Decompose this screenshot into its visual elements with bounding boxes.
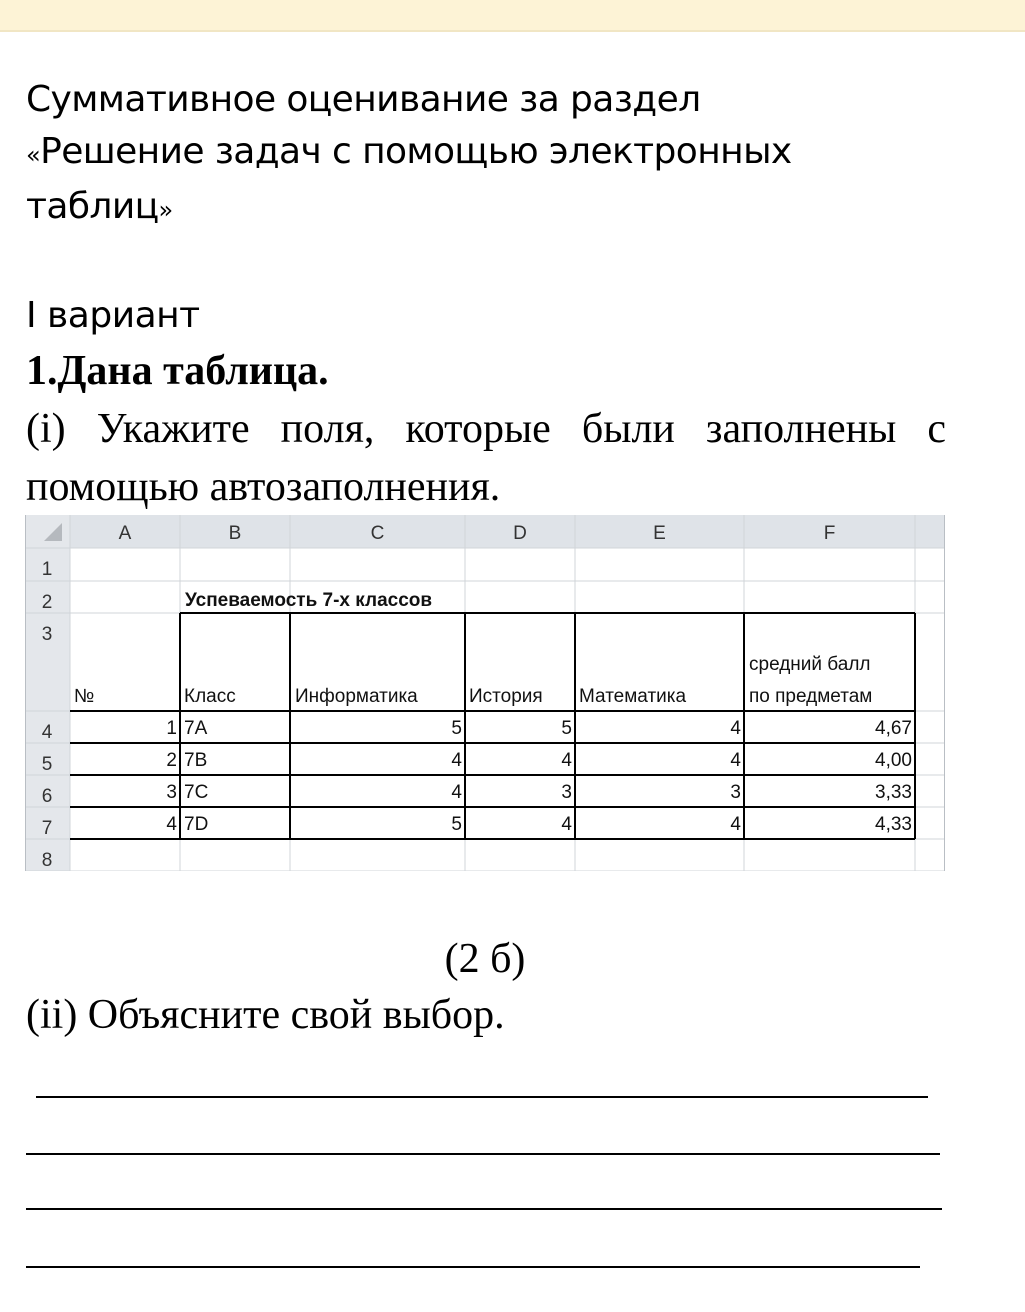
table-title: Успеваемость 7-х классов — [185, 590, 433, 611]
table-header: Информатика — [295, 686, 418, 707]
table-cell: 7C — [184, 782, 209, 803]
table-cell: 1 — [166, 718, 177, 739]
table-cell: 3 — [561, 782, 572, 803]
column-header: F — [823, 523, 836, 544]
column-header: C — [370, 523, 385, 544]
table-header: средний балл — [749, 654, 871, 675]
column-header: A — [118, 523, 132, 544]
table-cell: 5 — [451, 814, 462, 835]
table-cell: 2 — [166, 750, 177, 771]
close-quote: » — [158, 196, 173, 224]
column-header: E — [653, 523, 666, 544]
title-line-1: Суммативное оценивание за раздел — [26, 79, 701, 120]
table-cell: 7D — [184, 814, 209, 835]
table-cell: 4 — [451, 750, 462, 771]
column-header-bar — [25, 515, 945, 548]
table-header: История — [469, 686, 543, 707]
answer-line[interactable] — [26, 1266, 920, 1268]
table-cell: 4 — [730, 750, 741, 771]
title-line-2: Решение задач с помощью электронных — [40, 131, 792, 172]
points-label: (2 б) — [444, 936, 526, 982]
table-cell: 7B — [184, 750, 208, 771]
table-header: Математика — [579, 686, 687, 707]
table-cell: 4,67 — [875, 718, 912, 739]
table-cell: 4 — [730, 814, 741, 835]
row-header: 2 — [41, 592, 53, 613]
column-header: D — [513, 523, 527, 544]
row-header: 1 — [41, 559, 53, 580]
row-header: 8 — [41, 850, 53, 871]
top-banner — [0, 0, 1025, 32]
table-cell: 3 — [730, 782, 741, 803]
variant-label: I вариант — [26, 295, 200, 336]
table-header: Класс — [184, 686, 236, 707]
table-cell: 4 — [730, 718, 741, 739]
table-cell: 4,33 — [875, 814, 912, 835]
row-header: 5 — [41, 754, 53, 775]
answer-line[interactable] — [26, 1208, 942, 1210]
table-cell: 4 — [561, 814, 572, 835]
row-header: 4 — [41, 722, 53, 743]
spreadsheet-grid — [25, 515, 945, 871]
table-cell: 4,00 — [875, 750, 912, 771]
table-cell: 4 — [451, 782, 462, 803]
table-cell: 5 — [561, 718, 572, 739]
table-cell: 3 — [166, 782, 177, 803]
row-header: 6 — [41, 786, 53, 807]
table-header: № — [74, 686, 95, 707]
title-line-3: таблиц — [26, 186, 159, 227]
task-question: (i) Укажите поля, которые были заполнены с помощью автозаполнения. — [26, 406, 946, 510]
table-cell: 7A — [184, 718, 208, 739]
answer-line[interactable] — [26, 1153, 940, 1155]
table-cell: 4 — [166, 814, 177, 835]
spreadsheet-image — [25, 515, 945, 871]
open-quote: « — [26, 141, 41, 169]
table-header: по предметам — [749, 686, 873, 707]
table-cell: 3,33 — [875, 782, 912, 803]
answer-line[interactable] — [36, 1096, 928, 1098]
task-title: 1.Дана таблица. — [26, 348, 329, 394]
column-header: B — [228, 523, 242, 544]
row-header: 7 — [41, 818, 53, 839]
row-header: 3 — [41, 624, 53, 645]
page-title — [26, 74, 986, 236]
table-cell: 5 — [451, 718, 462, 739]
table-cell: 4 — [561, 750, 572, 771]
subquestion: (ii) Объясните свой выбор. — [26, 992, 505, 1038]
